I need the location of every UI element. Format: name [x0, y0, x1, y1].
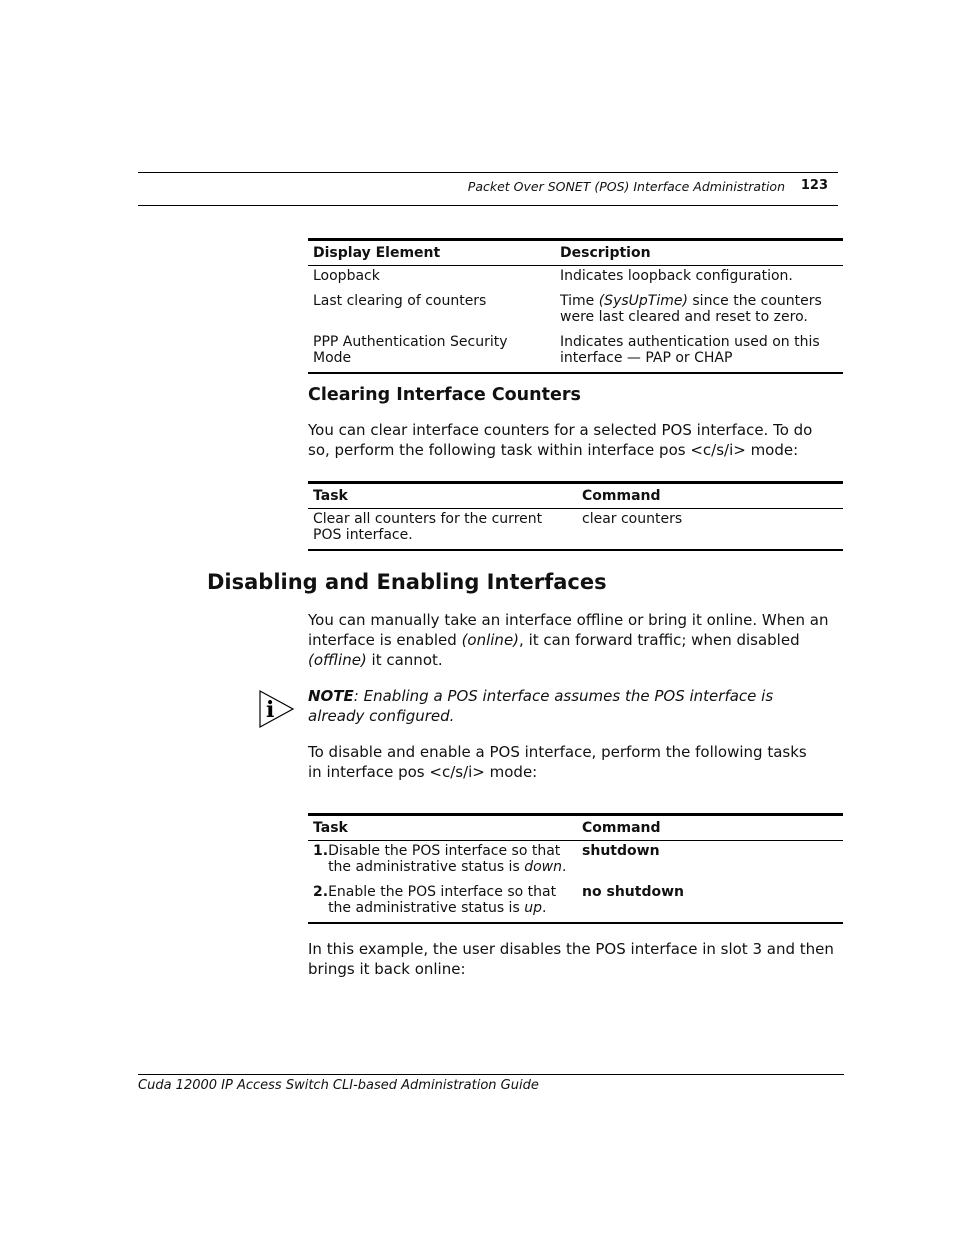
paragraph-text: it cannot.: [366, 651, 443, 669]
table-cell: PPP Authentication Security Mode: [313, 334, 508, 366]
note-paragraph: [308, 686, 808, 726]
table-cell: Last clearing of counters: [313, 293, 487, 309]
command-cell: no shutdown: [582, 884, 684, 900]
paragraph-text: , it can forward traffic; when disabled: [519, 631, 800, 649]
column-header: Display Element: [308, 240, 555, 266]
table-row: [308, 293, 843, 334]
step-number: 2.: [313, 884, 329, 900]
cell-text: since the counters were last cleared and reset to zero.: [560, 293, 822, 325]
command-cell: shutdown: [582, 843, 660, 859]
table-cell: [555, 293, 843, 334]
cell-emphasis: (SysUpTime): [598, 293, 688, 309]
paragraph-emphasis: (online): [461, 631, 520, 649]
cell-text: .: [561, 859, 567, 875]
table-row: [308, 266, 843, 294]
section-heading: Disabling and Enabling Interfaces: [207, 570, 607, 594]
column-header: Command: [577, 483, 843, 509]
cell-text: Time: [560, 293, 599, 309]
column-header: Description: [555, 240, 843, 266]
column-header: Command: [577, 815, 843, 841]
table-cell: Indicates loopback configuration.: [560, 268, 793, 284]
cell-emphasis: up: [524, 900, 542, 916]
instructions-paragraph: To disable and enable a POS interface, perform the following tasks in interface pos <c/s/i> mode:: [308, 743, 807, 781]
footer-rule: [138, 1074, 844, 1075]
column-header: Task: [308, 815, 577, 841]
table-cell: [328, 884, 577, 923]
table-cell: clear counters: [582, 511, 683, 527]
cell-text: Disable the POS interface so that the administrative status is: [328, 843, 561, 875]
example-paragraph: In this example, the user disables the POS interface in slot 3 and then brings it back online:: [308, 940, 834, 978]
table-row: [308, 884, 843, 923]
disabling-paragraph: [308, 610, 843, 670]
info-note-icon: [258, 689, 298, 729]
clearing-paragraph: You can clear interface counters for a selected POS interface. To do so, perform the following task within interface pos <c/s/i> mode:: [308, 421, 813, 459]
svg-text:i: i: [266, 697, 275, 723]
table-header-row: [308, 483, 843, 509]
table-row: [308, 509, 843, 551]
clear-counters-table: [308, 481, 843, 551]
table-cell: Indicates authentication used on this interface — PAP or CHAP: [560, 334, 820, 366]
column-header: Task: [308, 483, 577, 509]
running-head-title: Packet Over SONET (POS) Interface Administration: [467, 179, 785, 194]
running-head: [138, 172, 838, 206]
page-number: 123: [800, 178, 828, 193]
cell-text: Enable the POS interface so that the administrative status is: [328, 884, 557, 916]
table-cell: Loopback: [313, 268, 380, 284]
display-element-table: [308, 238, 843, 374]
footer-text: Cuda 12000 IP Access Switch CLI-based Administration Guide: [138, 1078, 539, 1093]
note-text: : Enabling a POS interface assumes the POS interface is already configured.: [308, 687, 774, 725]
table-cell: [328, 841, 577, 885]
table-header-row: [308, 240, 843, 266]
subsection-heading: Clearing Interface Counters: [308, 385, 581, 405]
step-number: 1.: [313, 843, 329, 859]
cell-text: .: [541, 900, 547, 916]
cell-emphasis: down: [524, 859, 562, 875]
table-row: [308, 334, 843, 373]
note-label: NOTE: [308, 687, 354, 705]
paragraph-emphasis: (offline): [308, 651, 367, 669]
table-cell: Clear all counters for the current POS interface.: [313, 511, 543, 543]
table-row: [308, 841, 843, 885]
disable-enable-table: [308, 813, 843, 924]
paragraph-text: You can manually take an interface offline or bring it online. When an interface is enabled: [308, 611, 829, 649]
table-header-row: [308, 815, 843, 841]
